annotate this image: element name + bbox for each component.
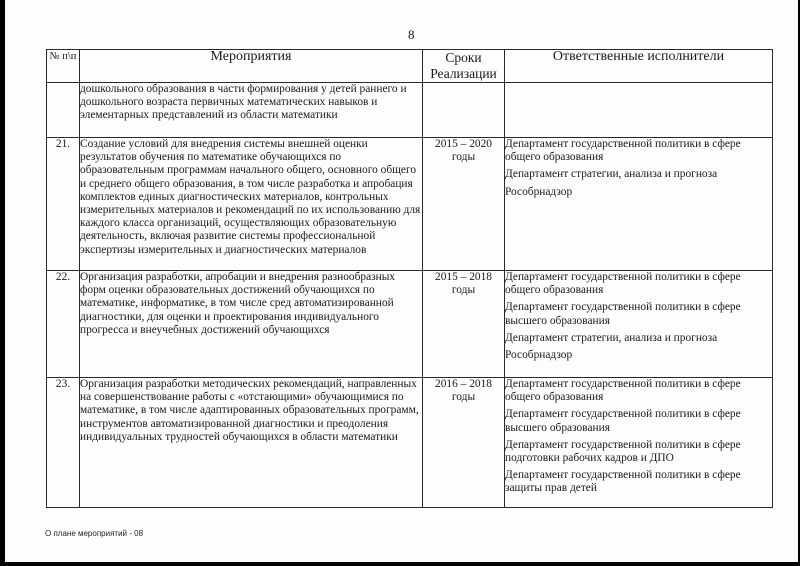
row-number: 21.	[47, 138, 80, 271]
row-responsible	[505, 83, 773, 138]
row-responsible	[505, 271, 773, 378]
row-number: 22.	[47, 271, 80, 378]
header-number: № п\п	[47, 50, 80, 83]
responsible-item: Департамент стратегии, анализа и прогноза	[505, 168, 718, 181]
responsible-item: Департамент государственной политики в сфере общего образования	[505, 378, 741, 404]
row-activity: Создание условий для внедрения системы внешней оценки результатов обучения по математике обучающихся по образовательным программам начального общего, основного общего и среднего общего образования, в том числе разработка и апробация комплектов единых диагностических материалов, контрольных измерительных материалов и рекомендаций по их использованию для каждого класса организаций, осуществляющих образовательную деятельность, включая развитие системы профессиональной экспертизы измерительных и диагностических материалов	[80, 138, 423, 271]
responsible-item: Департамент государственной политики в сфере защиты прав детей	[505, 469, 741, 495]
responsible-item: Рособрнадзор	[505, 185, 573, 198]
table-header-row	[47, 50, 773, 83]
document-footer: О плане мероприятий - 08	[45, 529, 144, 538]
responsible-item: Департамент государственной политики в сфере подготовки рабочих кадров и ДПО	[505, 438, 741, 465]
row-term: 2015 – 2018 годы	[423, 271, 505, 378]
table-row	[47, 271, 773, 378]
row-term: 2016 – 2018 годы	[423, 378, 505, 508]
responsible-item: Департамент государственной политики в сфере высшего образования	[505, 301, 741, 327]
table-row	[47, 83, 773, 138]
row-number: 23.	[47, 378, 80, 508]
table-row	[47, 138, 773, 271]
row-activity: Организация разработки, апробации и внедрения разнообразных форм оценки образовательных достижений обучающихся по математике, информатике, в том числе сред автоматизированной диагностики, для оценки и проектирования индивидуального прогресса и внеучебных достижений обучающихся	[80, 271, 423, 378]
responsible-item: Департамент стратегии, анализа и прогноза	[505, 331, 718, 344]
row-activity: Организация разработки методических рекомендаций, направленных на совершенствование работы с «отстающими» обучающимися по математике, в том числе адаптированных образовательных программ, инструментов автоматизированной диагностики и преодоления индивидуальных трудностей обучающихся в области математики	[80, 378, 423, 508]
row-term: 2015 – 2020 годы	[423, 138, 505, 271]
responsible-item: Департамент государственной политики в сфере общего образования	[505, 271, 741, 297]
row-responsible	[505, 138, 773, 271]
header-responsible: Ответственные исполнители	[505, 50, 773, 83]
row-responsible	[505, 378, 773, 508]
responsible-item: Департамент государственной политики в сфере высшего образования	[505, 408, 741, 434]
row-activity: дошкольного образования в части формирования у детей раннего и дошкольного возраста первичных математических навыков и элементарных представлений из области математики	[80, 83, 423, 138]
header-term: Сроки Реализации	[423, 50, 505, 83]
row-term	[423, 83, 505, 138]
activity-plan-table	[46, 49, 773, 508]
page-number: 8	[408, 27, 415, 42]
responsible-item: Рособрнадзор	[505, 349, 573, 362]
table-row	[47, 378, 773, 508]
header-activity: Мероприятия	[80, 50, 423, 83]
row-number	[47, 83, 80, 138]
responsible-item: Департамент государственной политики в сфере общего образования	[505, 138, 741, 164]
document-page	[5, 0, 798, 562]
